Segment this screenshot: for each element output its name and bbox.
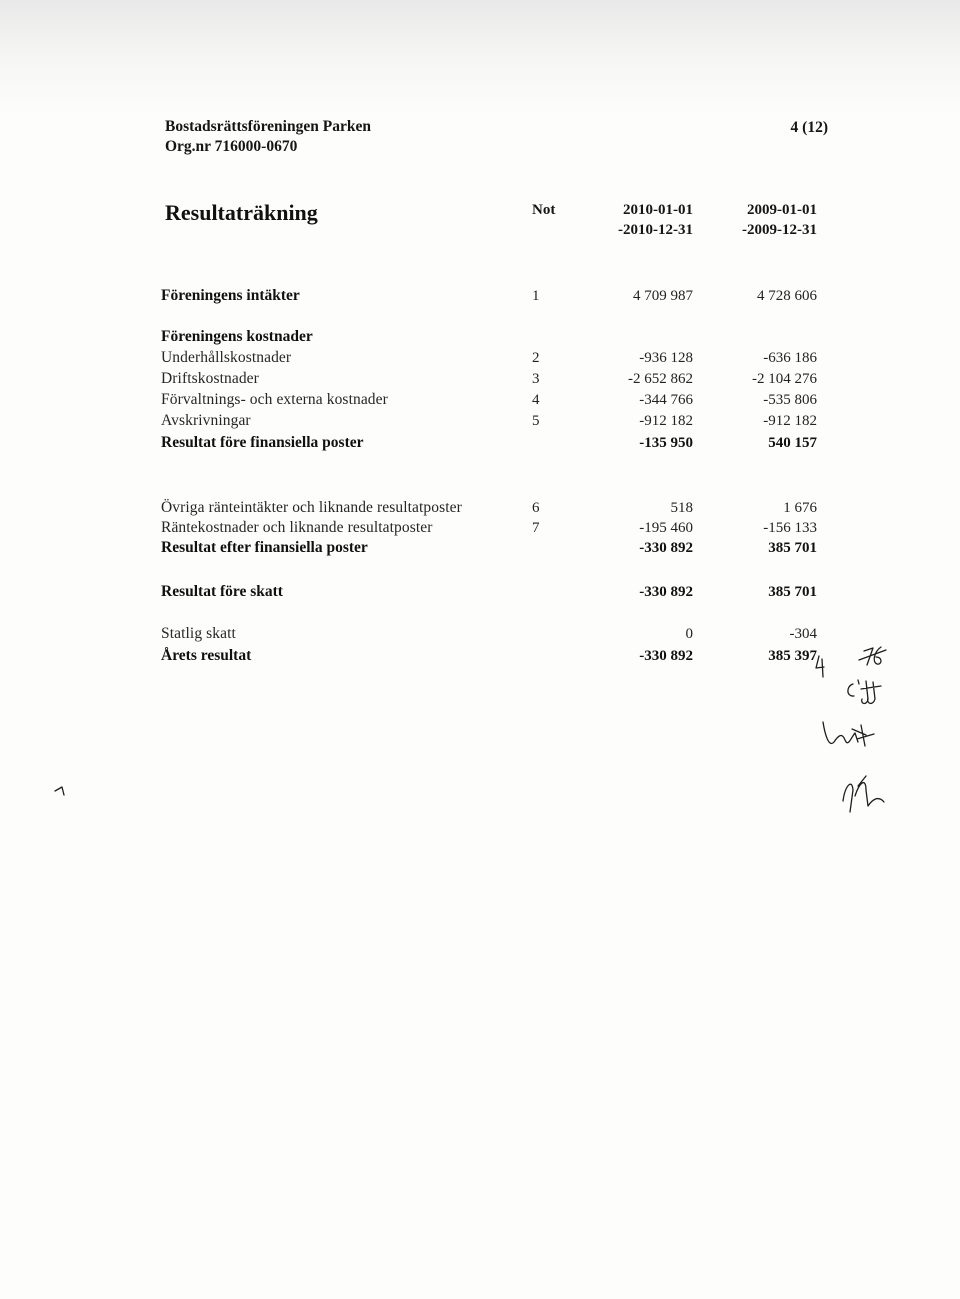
row-label: Resultat före skatt (161, 583, 283, 600)
row-value-current: -330 892 (639, 584, 693, 600)
row-value-previous: 385 397 (768, 648, 817, 664)
row-label: Årets resultat (161, 647, 252, 664)
row-label: Statlig skatt (161, 625, 236, 642)
row-value-previous: -535 806 (763, 392, 817, 408)
row-note: 6 (532, 500, 540, 516)
row-note: 3 (532, 371, 540, 387)
row-value-previous: -636 186 (763, 350, 817, 366)
organization-name: Bostadsrättsföreningen Parken (165, 118, 371, 135)
row-value-previous: -156 133 (763, 520, 817, 536)
handwritten-initials (859, 647, 886, 665)
row-note: 1 (532, 288, 540, 304)
column-header-previous-to: -2009-12-31 (742, 222, 817, 238)
row-note: 7 (532, 520, 540, 536)
row-label: Driftskostnader (161, 370, 259, 387)
handwritten-initials (823, 722, 874, 746)
row-label: Förvaltnings- och externa kostnader (161, 391, 388, 408)
column-header-current-to: -2010-12-31 (618, 222, 693, 238)
row-label: Övriga ränteintäkter och liknande resultatposter (161, 499, 462, 516)
row-value-current: 518 (670, 500, 693, 516)
row-value-current: -330 892 (639, 540, 693, 556)
row-value-current: -2 652 862 (628, 371, 693, 387)
row-label: Föreningens intäkter (161, 287, 300, 304)
row-label: Räntekostnader och liknande resultatposter (161, 519, 433, 536)
row-value-current: -344 766 (639, 392, 693, 408)
row-value-previous: 385 701 (768, 540, 817, 556)
row-value-current: -330 892 (639, 648, 693, 664)
row-note: 5 (532, 413, 540, 429)
row-label: Föreningens kostnader (161, 328, 313, 345)
row-value-previous: 385 701 (768, 584, 817, 600)
row-value-previous: -912 182 (763, 413, 817, 429)
row-value-current: -195 460 (639, 520, 693, 536)
row-note: 4 (532, 392, 540, 408)
row-value-current: -135 950 (639, 435, 693, 451)
row-value-current: -912 182 (639, 413, 693, 429)
row-value-current: 4 709 987 (633, 288, 693, 304)
page-title: Resultaträkning (165, 200, 318, 225)
row-value-current: 0 (685, 626, 693, 642)
handwritten-stray-mark (55, 787, 64, 795)
row-label: Resultat före finansiella poster (161, 434, 364, 451)
column-header-previous-from: 2009-01-01 (747, 202, 817, 218)
handwritten-initials (843, 776, 884, 812)
row-label: Resultat efter finansiella poster (161, 539, 368, 556)
row-value-current: -936 128 (639, 350, 693, 366)
handwritten-correction-mark (816, 656, 824, 677)
row-value-previous: -304 (789, 626, 817, 642)
row-value-previous: 540 157 (768, 435, 817, 451)
row-label: Avskrivningar (161, 412, 251, 429)
handwritten-initials (848, 680, 881, 704)
row-label: Underhållskostnader (161, 349, 292, 366)
row-note: 2 (532, 350, 540, 366)
organization-number: Org.nr 716000-0670 (165, 138, 298, 155)
column-header-current-from: 2010-01-01 (623, 202, 693, 218)
row-value-previous: 4 728 606 (757, 288, 817, 304)
row-value-previous: -2 104 276 (752, 371, 817, 387)
page-number: 4 (12) (790, 119, 828, 136)
column-header-note: Not (532, 202, 556, 218)
row-value-previous: 1 676 (783, 500, 817, 516)
